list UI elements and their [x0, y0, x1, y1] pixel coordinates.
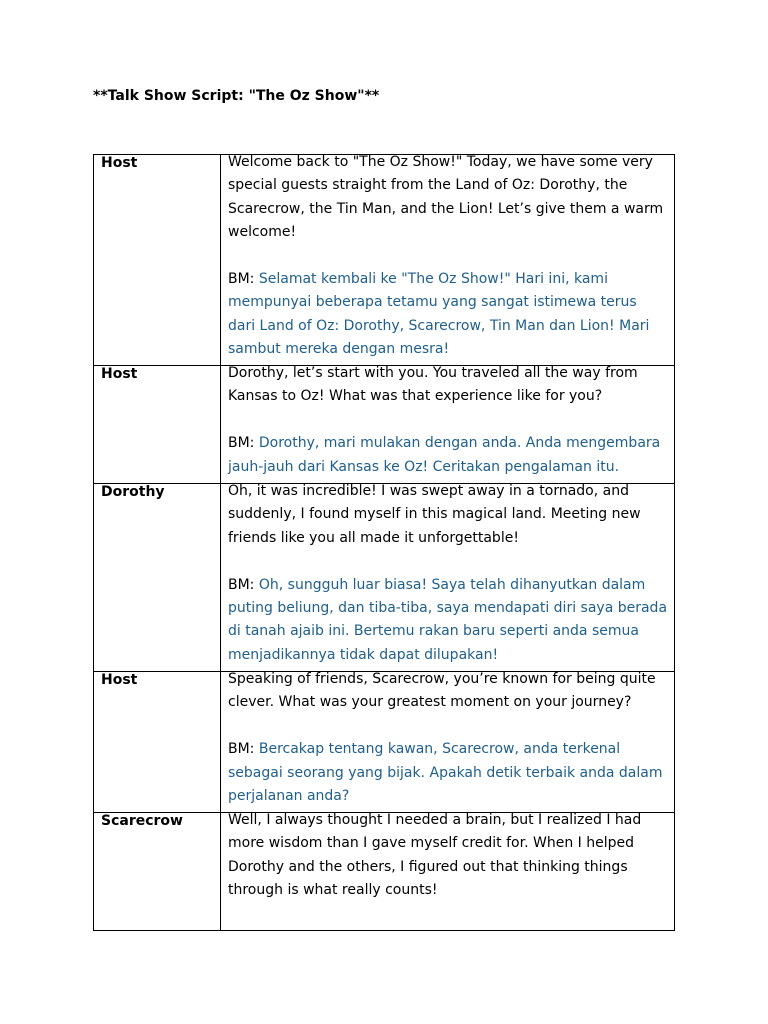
bm-label: BM:: [228, 741, 259, 758]
speaker-cell: [94, 484, 221, 672]
speaker-name: Scarecrow: [101, 813, 183, 829]
table-row: [94, 813, 675, 931]
speaker-name: Host: [101, 366, 138, 382]
speaker-name: Host: [101, 155, 138, 171]
english-line: Dorothy, let’s start with you. You traveled all the way from Kansas to Oz! What was that experience like for you?: [228, 365, 638, 405]
bm-line: [228, 268, 668, 362]
line-spacer: [228, 245, 668, 268]
line-spacer: [228, 409, 668, 432]
bm-line: [228, 574, 668, 668]
line-spacer: [228, 715, 668, 738]
script-table: [93, 154, 675, 931]
bm-label: BM:: [228, 435, 259, 452]
bm-translation: Selamat kembali ke "The Oz Show!" Hari ini, kami mempunyai beberapa tetamu yang sangat istimewa terus dari Land of Oz: Dorothy, Scarecrow, Tin Man dan Lion! Mari sambut mereka dengan mesra!: [228, 271, 650, 358]
bm-label: BM:: [228, 271, 259, 288]
speaker-cell: [94, 813, 221, 931]
speaker-cell: [94, 155, 221, 366]
speaker-cell: [94, 672, 221, 813]
line-spacer: [228, 550, 668, 573]
document-title: **Talk Show Script: "The Oz Show"**: [93, 88, 380, 104]
dialogue-cell: [221, 155, 675, 366]
speaker-cell: [94, 366, 221, 484]
speaker-name: Dorothy: [101, 484, 165, 500]
english-line: Speaking of friends, Scarecrow, you’re known for being quite clever. What was your greatest moment on your journey?: [228, 671, 656, 711]
bm-translation: Dorothy, mari mulakan dengan anda. Anda mengembara jauh-jauh dari Kansas ke Oz! Ceritakan pengalaman itu.: [228, 435, 661, 475]
dialogue-cell: [221, 366, 675, 484]
table-row: [94, 484, 675, 672]
dialogue-cell: [221, 813, 675, 931]
english-line: Oh, it was incredible! I was swept away in a tornado, and suddenly, I found myself in this magical land. Meeting new friends like you all made it unforgettable!: [228, 483, 641, 546]
table-row: [94, 672, 675, 813]
bm-label: BM:: [228, 576, 259, 593]
bm-line: [228, 432, 668, 479]
table-row: [94, 366, 675, 484]
bm-translation: Bercakap tentang kawan, Scarecrow, anda terkenal sebagai seorang yang bijak. Apakah detik terbaik anda dalam perjalanan anda?: [228, 741, 663, 805]
english-line: Well, I always thought I needed a brain, but I realized I had more wisdom than I gave myself credit for. When I helped Dorothy and the others, I figured out that thinking things through is what really counts!: [228, 812, 642, 899]
bm-translation: Oh, sungguh luar biasa! Saya telah dihanyutkan dalam puting beliung, dan tiba-tiba, saya mendapati diri saya berada di tanah ajaib ini. Bertemu rakan baru seperti anda semua menjadikannya tidak dapat dilupakan!: [228, 576, 668, 663]
dialogue-cell: [221, 484, 675, 672]
english-line: Welcome back to "The Oz Show!" Today, we have some very special guests straight from the Land of Oz: Dorothy, the Scarecrow, the Tin Man, and the Lion! Let’s give them a warm welcome!: [228, 154, 664, 241]
dialogue-cell: [221, 672, 675, 813]
bm-line: [228, 738, 668, 808]
table-row: [94, 155, 675, 366]
speaker-name: Host: [101, 672, 138, 688]
